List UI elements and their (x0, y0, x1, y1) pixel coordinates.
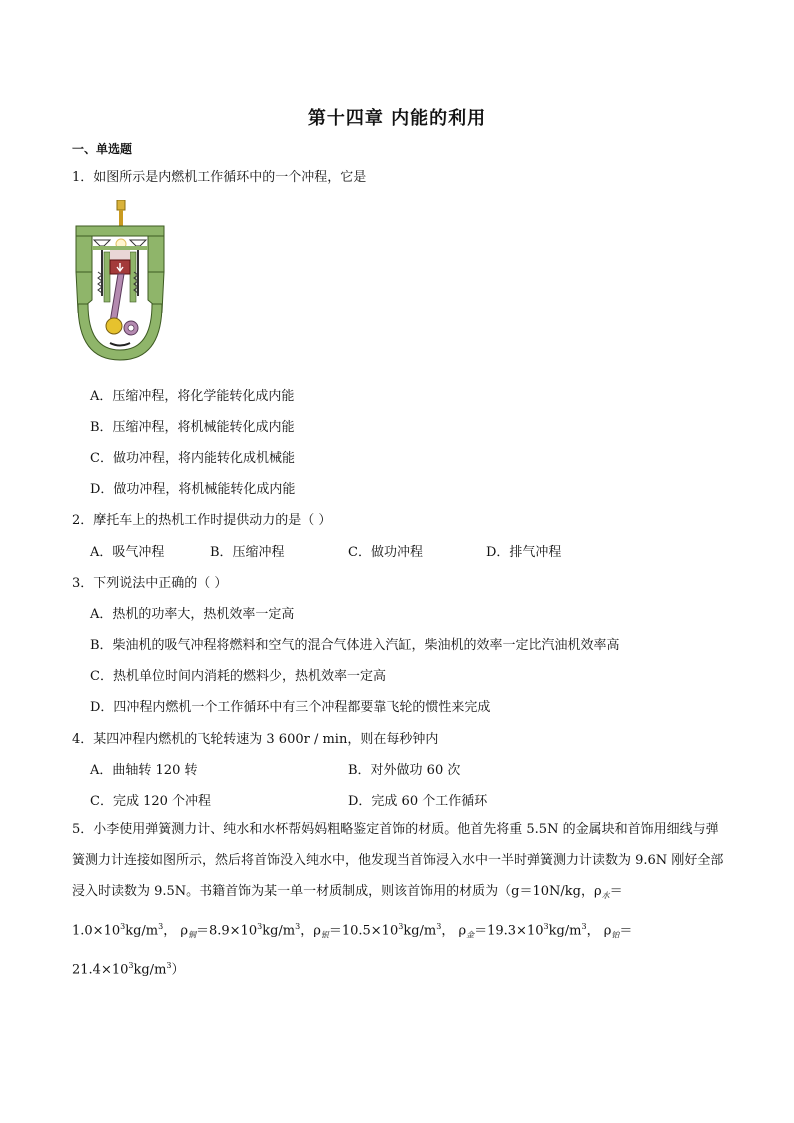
section-heading: 一、单选题 (72, 142, 133, 156)
q4-option-c: C．完成 120 个冲程 (90, 794, 212, 809)
q3-option-a: A．热机的功率大，热机效率一定高 (90, 607, 295, 622)
q5-unit: kg/m (125, 923, 159, 939)
question-4-stem: 4．某四冲程内燃机的飞轮转速为 3 600r / min，则在每秒钟内 (72, 732, 439, 747)
question-1-stem: 1．如图所示是内燃机工作循环中的一个冲程，它是 (72, 170, 367, 185)
page-title: 第十四章 内能的利用 (307, 108, 487, 129)
q5-text-a: 5．小李使用弹簧测力计、纯水和水杯帮妈妈粗略鉴定首饰的材质。他首先将重 5.5N 的金属块和首饰用细线与弹簧测力计连接如图所示，然后将首饰没入纯水中，他发现当首饰浸入水中一半时弹簧测力计读数为 9.6N 刚好全部浸入时读数为 9.5N。书籍首饰为某一单一材质制成，则该首饰用的材质为（g＝10N/kg，ρ (72, 822, 724, 899)
q2-option-d: D．排气冲程 (486, 545, 562, 560)
q5-sep: ， ρ (163, 923, 188, 939)
q4-option-b: B．对外做功 60 次 (348, 763, 461, 778)
q2-option-a: A．吸气冲程 (90, 545, 165, 560)
q5-sub-silver: 银 (320, 930, 329, 940)
q5-close: ） (171, 962, 185, 978)
q5-sup: 3 (128, 961, 134, 971)
q5-sup: 3 (398, 922, 404, 931)
q5-sup: 3 (158, 922, 164, 931)
q5-unit: kg/m (403, 923, 437, 939)
q5-sup: 3 (120, 922, 126, 931)
q2-option-b: B．压缩冲程 (210, 545, 285, 560)
q5-sup: 3 (581, 922, 587, 931)
q4-option-a: A．曲轴转 120 转 (90, 763, 198, 778)
q5-text-g: ＝10.5×10 (328, 923, 399, 939)
question-5-text (72, 814, 726, 986)
q5-sup: 3 (166, 961, 172, 971)
q5-sep: ，ρ (300, 923, 321, 939)
q4-option-d: D．完成 60 个工作循环 (348, 794, 488, 809)
q5-unit: kg/m (548, 923, 582, 939)
q5-sub-gold: 金 (466, 930, 475, 940)
q1-option-b: B．压缩冲程，将机械能转化成内能 (90, 420, 295, 435)
q5-sup: 3 (436, 922, 442, 931)
q3-option-d: D．四冲程内燃机一个工作循环中有三个冲程都要靠飞轮的惯性来完成 (90, 700, 491, 715)
q5-text-h: ＝19.3×10 (474, 923, 544, 939)
q1-option-a: A．压缩冲程，将化学能转化成内能 (90, 389, 295, 404)
q5-unit: kg/m (133, 962, 167, 978)
q5-text-e: ＝8.9×10 (195, 923, 258, 939)
q1-option-c: C．做功冲程，将内能转化成机械能 (90, 451, 295, 466)
q5-sup: 3 (543, 922, 549, 931)
q2-option-c: C．做功冲程 (348, 545, 423, 560)
q3-option-b: B．柴油机的吸气冲程将燃料和空气的混合气体进入汽缸，柴油机的效率一定比汽油机效率高 (90, 638, 620, 653)
engine-diagram (74, 200, 166, 362)
q5-unit: kg/m (262, 923, 296, 939)
q5-sup: 3 (295, 922, 301, 931)
question-3-stem: 3．下列说法中正确的（ ） (72, 576, 228, 591)
q5-text-b: ＝1.0×10 (72, 884, 623, 939)
q1-option-d: D．做功冲程，将机械能转化成内能 (90, 482, 296, 497)
q5-sep: ， ρ (441, 923, 467, 939)
q5-sep: ， ρ (586, 923, 612, 939)
q5-sub-water: 水 (601, 891, 610, 900)
q5-text-i: ＝21.4×10 (72, 923, 633, 978)
q3-option-c: C．热机单位时间内消耗的燃料少，热机效率一定高 (90, 669, 386, 684)
q5-sub-platinum: 铂 (611, 930, 620, 940)
q5-sup: 3 (257, 922, 263, 931)
question-2-stem: 2．摩托车上的热机工作时提供动力的是（ ） (72, 513, 332, 528)
q5-sub-copper: 铜 (187, 930, 196, 940)
